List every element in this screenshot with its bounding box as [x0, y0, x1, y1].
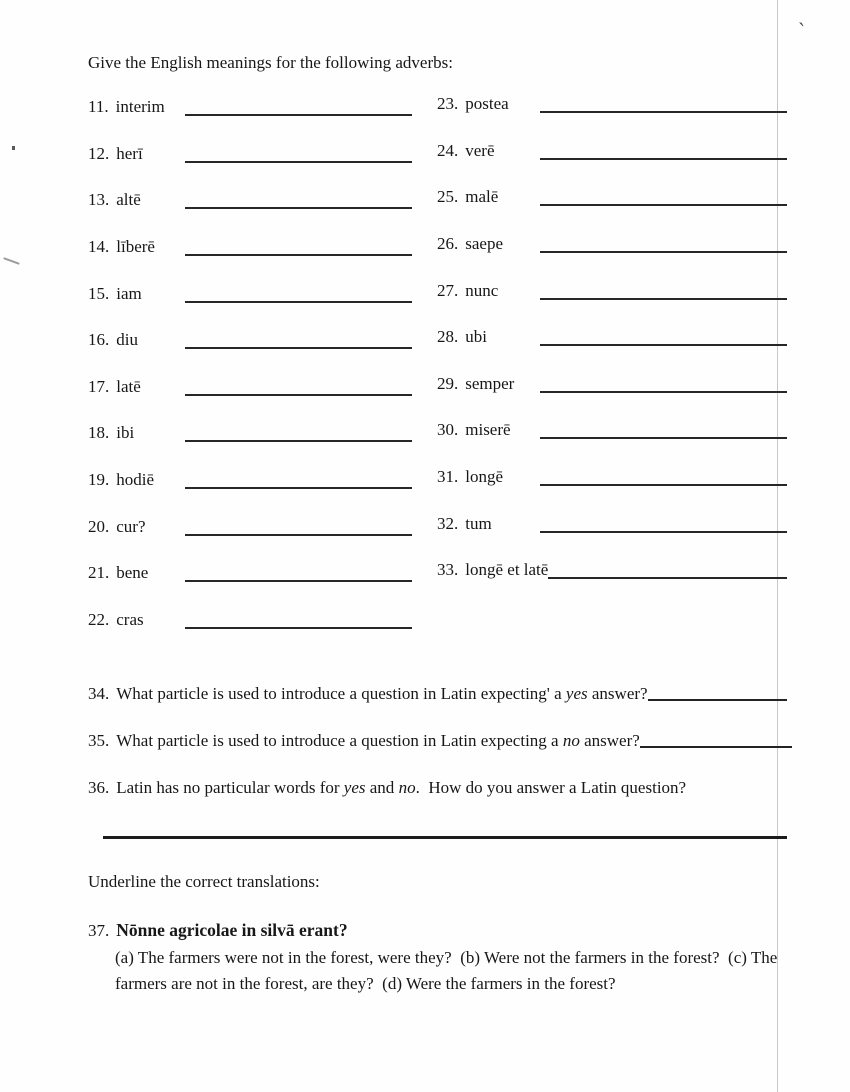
- answer-blank[interactable]: [540, 466, 787, 486]
- adverb-word: verē: [465, 140, 495, 160]
- adverb-word: saepe: [465, 233, 504, 253]
- adverb-label: [437, 280, 540, 302]
- answer-blank[interactable]: [185, 329, 412, 349]
- adverb-list-right: [437, 93, 787, 606]
- adverb-label: [437, 559, 548, 581]
- adverb-word: tum: [465, 513, 492, 533]
- item-number: 17.: [88, 376, 110, 396]
- adverb-word: miserē: [465, 420, 511, 440]
- question-37-prompt-row: [88, 918, 788, 943]
- item-number: 33.: [437, 560, 459, 580]
- answer-blank[interactable]: [540, 513, 787, 533]
- item-number: 15.: [88, 283, 110, 303]
- question-text-segment: answer?: [579, 731, 640, 750]
- question-text-segment: What particle is used to introduce a question in Latin expecting' a: [116, 684, 566, 703]
- adverb-item: [437, 186, 787, 233]
- adverb-item: [437, 326, 787, 373]
- adverb-item: [88, 422, 412, 469]
- question-text-segment: answer?: [587, 684, 648, 703]
- item-number: 26.: [437, 233, 459, 253]
- item-number: 18.: [88, 423, 110, 443]
- adverb-label: [88, 236, 185, 258]
- adverb-word: bene: [116, 563, 149, 583]
- answer-blank[interactable]: [540, 233, 787, 253]
- adverb-item: [437, 93, 787, 140]
- adverb-label: [88, 609, 185, 631]
- item-number: 11.: [88, 97, 109, 116]
- question-text-segment: Latin has no particular words for: [116, 778, 344, 797]
- adverb-label: [88, 469, 185, 491]
- adverb-word: ubi: [465, 327, 487, 347]
- adverb-item: [437, 466, 787, 513]
- answer-blank[interactable]: [540, 373, 787, 393]
- adverb-item: [437, 280, 787, 327]
- adverb-label: [437, 326, 540, 348]
- answer-blank[interactable]: [185, 422, 412, 442]
- adverb-label: [88, 143, 185, 165]
- adverb-label: [88, 422, 185, 444]
- question-36-text: [88, 777, 686, 799]
- adverb-word: malē: [465, 187, 499, 207]
- adverb-item: [88, 469, 412, 516]
- question-36: [88, 777, 788, 799]
- item-number: 12.: [88, 143, 110, 163]
- adverb-word: cur?: [116, 516, 146, 536]
- answer-blank[interactable]: [640, 730, 792, 748]
- item-number: 27.: [437, 280, 459, 300]
- adverb-item: [437, 140, 787, 187]
- italic-word: no: [398, 778, 416, 797]
- adverb-label: [88, 96, 185, 118]
- adverb-list-left: [88, 96, 412, 656]
- answer-blank[interactable]: [540, 140, 787, 160]
- item-number: 16.: [88, 330, 110, 350]
- adverb-item: [88, 516, 412, 563]
- item-number: 34.: [88, 684, 110, 703]
- answer-blank[interactable]: [185, 562, 412, 582]
- answer-blank[interactable]: [185, 143, 412, 163]
- question-34: [88, 683, 787, 705]
- item-number: 19.: [88, 470, 110, 490]
- adverb-item: [437, 233, 787, 280]
- adverb-item: [88, 96, 412, 143]
- question-34-text: [88, 683, 648, 705]
- translations-instruction: Underline the correct translations:: [88, 872, 320, 891]
- italic-word: yes: [565, 684, 588, 703]
- stray-edge-mark: [3, 257, 20, 265]
- adverb-word: altē: [116, 190, 141, 210]
- item-number: 24.: [437, 140, 459, 160]
- adverb-word: nunc: [465, 280, 499, 300]
- item-number: 29.: [437, 373, 459, 393]
- answer-blank[interactable]: [548, 559, 787, 579]
- adverb-word: latē: [116, 376, 141, 396]
- answer-blank[interactable]: [540, 326, 787, 346]
- stray-pen-mark: `: [795, 17, 807, 44]
- item-number: 28.: [437, 327, 459, 347]
- answer-blank[interactable]: [185, 609, 412, 629]
- question-text-segment: What particle is used to introduce a question in Latin expecting a: [116, 731, 563, 750]
- answer-blank[interactable]: [185, 516, 412, 536]
- item-number: 30.: [437, 420, 459, 440]
- adverb-word: interim: [115, 97, 165, 116]
- adverb-item: [88, 376, 412, 423]
- adverb-label: [437, 373, 540, 395]
- italic-word: no: [562, 731, 580, 750]
- adverb-item: [88, 236, 412, 283]
- answer-blank[interactable]: [185, 376, 412, 396]
- adverb-word: herī: [116, 143, 143, 163]
- adverb-label: [437, 513, 540, 535]
- adverb-item: [88, 609, 412, 656]
- question-37: [88, 918, 788, 997]
- adverb-word: ibi: [116, 423, 135, 443]
- item-number: 31.: [437, 467, 459, 487]
- answer-blank[interactable]: [185, 96, 412, 116]
- latin-prompt: Nōnne agricolae in silvā erant?: [116, 920, 348, 940]
- item-number: 21.: [88, 563, 110, 583]
- adverb-word: hodiē: [116, 470, 155, 490]
- adverb-word: longē: [465, 467, 504, 487]
- item-number: 37.: [88, 921, 110, 940]
- item-number: 13.: [88, 190, 110, 210]
- adverbs-instruction: Give the English meanings for the following adverbs:: [88, 53, 453, 72]
- answer-blank[interactable]: [185, 469, 412, 489]
- adverb-word: longē et latē: [465, 560, 549, 580]
- adverb-item: [88, 189, 412, 236]
- answer-choices[interactable]: (a) The farmers were not in the forest, were they? (b) Were not the farmers in the forest? (c) The farmers are not in the forest, are they? (d) Were the farmers in the forest?: [115, 948, 778, 993]
- adverb-item: [437, 559, 787, 606]
- item-number: 25.: [437, 187, 459, 207]
- adverb-word: postea: [465, 94, 509, 113]
- answer-blank[interactable]: [540, 419, 787, 439]
- item-number: 23.: [437, 94, 459, 113]
- adverb-label: [437, 233, 540, 255]
- adverb-label: [437, 419, 540, 441]
- answer-blank[interactable]: [185, 283, 412, 303]
- answer-blank[interactable]: [540, 93, 787, 113]
- adverb-word: iam: [116, 283, 142, 303]
- italic-word: yes: [343, 778, 366, 797]
- adverb-label: [88, 562, 185, 584]
- item-number: 32.: [437, 513, 459, 533]
- adverb-word: semper: [465, 373, 515, 393]
- adverb-label: [88, 329, 185, 351]
- item-number: 22.: [88, 610, 110, 630]
- question-35-text: [88, 730, 640, 752]
- adverb-label: [88, 283, 185, 305]
- adverb-label: [88, 376, 185, 398]
- adverb-item: [88, 329, 412, 376]
- answer-blank[interactable]: [648, 683, 787, 701]
- adverb-label: [437, 466, 540, 488]
- question-text-segment: and: [365, 778, 399, 797]
- answer-blank[interactable]: [185, 236, 412, 256]
- item-number: 20.: [88, 516, 110, 536]
- answer-blank[interactable]: [540, 280, 787, 300]
- adverb-item: [437, 419, 787, 466]
- item-number: 14.: [88, 236, 110, 256]
- adverb-word: līberē: [116, 236, 155, 256]
- adverb-word: diu: [116, 330, 138, 350]
- adverb-label: [88, 189, 185, 211]
- answer-line-36[interactable]: [103, 836, 787, 839]
- adverb-label: [437, 93, 540, 115]
- adverb-item: [437, 373, 787, 420]
- answer-blank[interactable]: [540, 186, 787, 206]
- scan-speck: [12, 146, 15, 150]
- adverb-label: [437, 140, 540, 162]
- adverb-item: [88, 283, 412, 330]
- item-number: 36.: [88, 778, 110, 797]
- answer-blank[interactable]: [185, 189, 412, 209]
- adverb-label: [88, 516, 185, 538]
- item-number: 35.: [88, 731, 110, 750]
- adverb-word: cras: [116, 610, 144, 630]
- adverb-item: [437, 513, 787, 560]
- adverb-item: [88, 562, 412, 609]
- question-text-segment: . How do you answer a Latin question?: [415, 778, 687, 797]
- question-35: [88, 730, 792, 752]
- adverb-label: [437, 186, 540, 208]
- adverb-item: [88, 143, 412, 190]
